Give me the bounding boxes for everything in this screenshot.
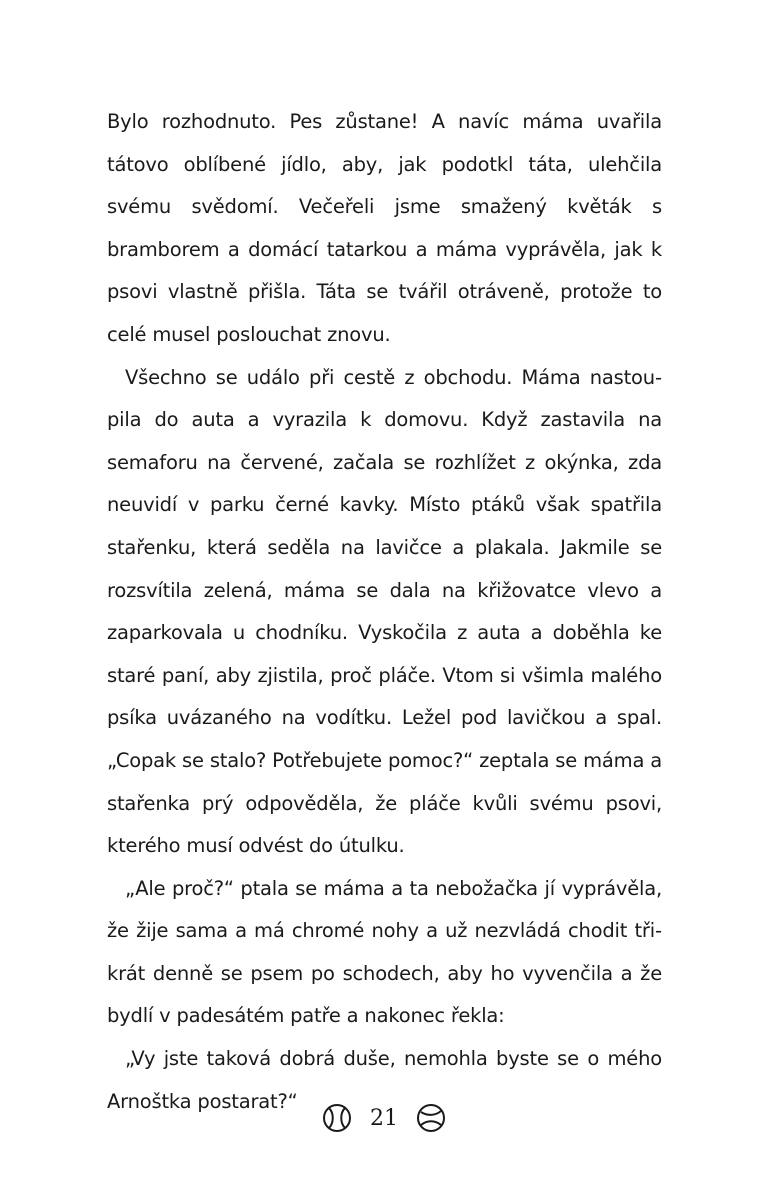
- paragraph-4: „Vy jste taková dobrá duše, nemohla byste se o mého Arnoštka postarat?“: [107, 1047, 662, 1113]
- paragraph-1: Bylo rozhodnuto. Pes zůstane! A navíc máma uvařila tátovo oblíbené jídlo, aby, jak podotkl táta, ulehčila svému svědomí. Večeřeli jsme smažený květák s bramborem a domácí tatarkou a máma vyprávěla, jak k psovi vlastně přišla. Táta se tvářil otráveně, protože to celé musel poslouchat znovu.: [107, 110, 662, 346]
- paragraph-3: „Ale proč?“ ptala se máma a ta nebožačka jí vyprávěla, že žije sama a má chromé nohy a už nezvládá chodit třikrát denně se psem po schodech, aby ho vyvenčila a že bydlí v padesátém patře a nakonec řekla:: [107, 876, 662, 1028]
- tennis-ball-icon: [322, 1103, 352, 1133]
- paragraph-2: Všechno se událo při cestě z obchodu. Máma nastoupila do auta a vyrazila k domovu. Když zastavila na semaforu na červené, začala se rozhlížet z okýnka, zda neuvidí v parku černé kavky. Místo ptáků však spatřila stařenku, která seděla na lavičce a plakala. Jakmile se rozsvítila zelená, máma se dala na křižovatce vlevo a zaparkovala u chodníku. Vyskočila z auta a doběhla ke staré paní, aby zjistila, proč pláče. Vtom si všimla malého psíka uvázaného na vodítku. Ležel pod lavičkou a spal. „Copak se stalo? Potřebujete pomoc?“ zeptala se máma a stařenka prý odpověděla, že pláče kvůli svému psovi, kterého musí odvést do útulku.: [107, 365, 662, 858]
- page-footer: [0, 1100, 768, 1136]
- page-number: 21: [370, 1105, 398, 1131]
- tennis-ball-icon: [416, 1103, 446, 1133]
- page-body: [107, 101, 662, 1123]
